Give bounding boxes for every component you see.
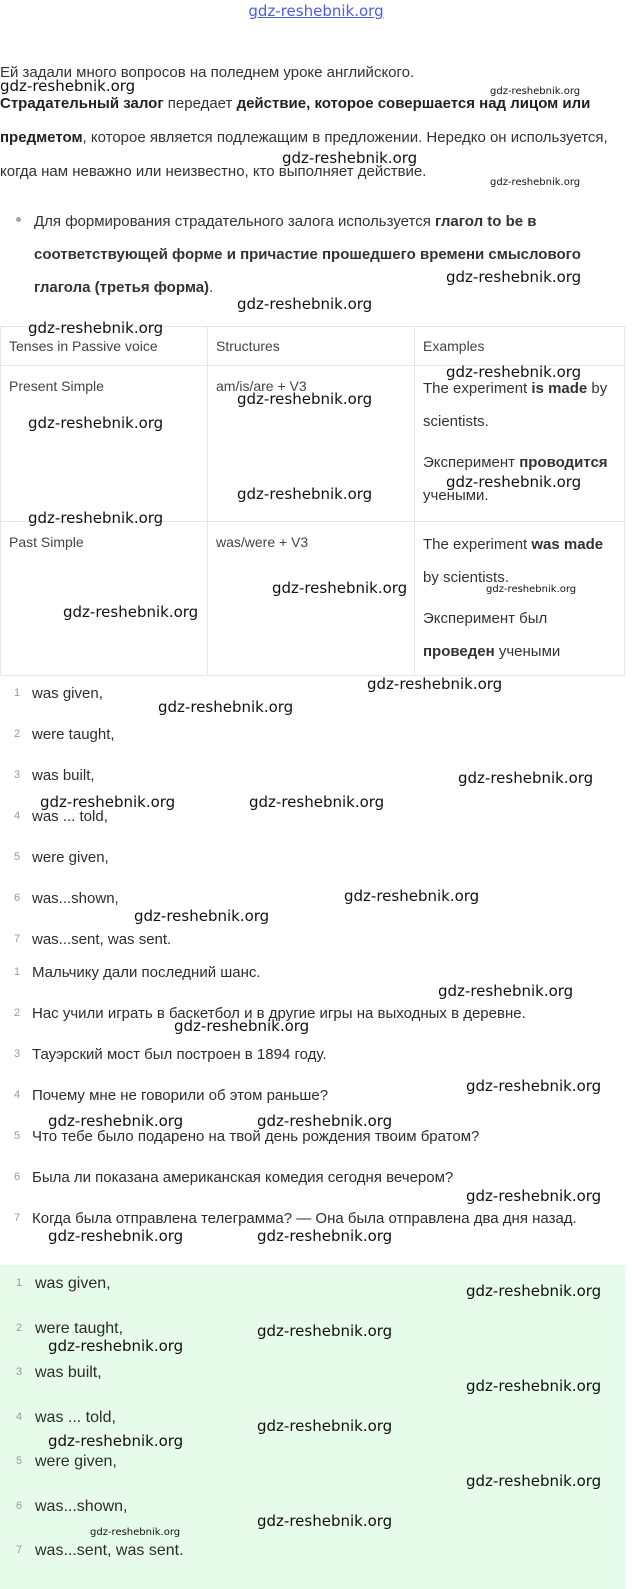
item-text: Когда была отправлена телеграмма? — Она была отправлена два дня назад. <box>32 1210 577 1227</box>
theory-bold-term: Страдательный залог <box>0 95 164 112</box>
theory-bold-definition: действие, которое совершается над лицом или предметом <box>0 95 591 146</box>
item-text: were taught, <box>35 1319 124 1337</box>
item-text: was ... told, <box>32 808 108 825</box>
example-en: by scientists. <box>423 569 509 586</box>
list-item <box>0 851 625 892</box>
item-text: were taught, <box>32 726 115 743</box>
watermark: gdz-reshebnik.org <box>486 584 577 595</box>
item-number: 5 <box>14 1130 21 1142</box>
translation-list <box>0 966 625 1253</box>
watermark: gdz-reshebnik.org <box>134 907 270 925</box>
watermark: gdz-reshebnik.org <box>174 1017 310 1035</box>
intro-text: Ей задали много вопросов на поледнем уроке английского. <box>0 64 415 81</box>
watermark: gdz-reshebnik.org <box>466 1472 602 1490</box>
table-header: Examples <box>415 327 625 366</box>
watermark: gdz-reshebnik.org <box>90 1527 181 1538</box>
watermark: gdz-reshebnik.org <box>257 1112 393 1130</box>
item-text: Была ли показана американская комедия сегодня вечером? <box>32 1169 454 1186</box>
watermark: gdz-reshebnik.org <box>446 268 582 286</box>
item-number: 5 <box>14 851 21 863</box>
item-number: 6 <box>16 1499 23 1512</box>
list-item <box>0 1130 625 1171</box>
watermark: gdz-reshebnik.org <box>40 793 176 811</box>
item-text: was built, <box>32 767 95 784</box>
list-item <box>0 728 625 769</box>
item-text: were given, <box>35 1453 117 1470</box>
watermark: gdz-reshebnik.org <box>272 579 408 597</box>
watermark: gdz-reshebnik.org <box>257 1417 393 1435</box>
example-ru: Эксперимент был <box>423 610 548 627</box>
example-cell <box>415 366 625 522</box>
watermark: gdz-reshebnik.org <box>257 1512 393 1530</box>
table-header: Structures <box>208 327 415 366</box>
watermark: gdz-reshebnik.org <box>237 485 373 503</box>
watermark: gdz-reshebnik.org <box>466 1377 602 1395</box>
item-text: was given, <box>32 685 103 702</box>
list-item <box>0 810 625 851</box>
item-number: 2 <box>14 1007 21 1019</box>
watermark: gdz-reshebnik.org <box>438 982 574 1000</box>
example-en-bold: is made <box>531 380 588 397</box>
watermark: gdz-reshebnik.org <box>237 390 373 408</box>
list-item <box>0 892 625 933</box>
list-item <box>0 1007 625 1048</box>
structure-cell: am/is/are + V3 <box>208 366 415 522</box>
theory-paragraph <box>0 87 625 189</box>
item-number: 1 <box>16 1277 23 1289</box>
watermark: gdz-reshebnik.org <box>28 319 164 337</box>
site-logo-link[interactable]: gdz-reshebnik.org <box>248 2 384 20</box>
item-text: were given, <box>32 849 109 866</box>
item-number: 7 <box>14 933 21 945</box>
watermark: gdz-reshebnik.org <box>446 363 582 381</box>
item-number: 6 <box>14 892 21 904</box>
watermark: gdz-reshebnik.org <box>28 414 164 432</box>
watermark: gdz-reshebnik.org <box>28 509 164 527</box>
item-text: Почему мне не говорили об этом раньше? <box>32 1087 329 1104</box>
example-ru-bold: проводится <box>519 454 608 471</box>
item-text: Что тебе было подарено на твой день рождения твоим братом? <box>32 1128 480 1145</box>
bullet-icon <box>16 217 21 222</box>
example-ru: Эксперимент <box>423 454 520 471</box>
watermark: gdz-reshebnik.org <box>466 1282 602 1300</box>
watermark: gdz-reshebnik.org <box>446 473 582 491</box>
item-text: Нас учили играть в баскетбол и в другие игры на выходных в деревне. <box>32 1005 526 1022</box>
watermark: gdz-reshebnik.org <box>48 1432 184 1450</box>
item-number: 4 <box>14 810 21 822</box>
item-text: was built, <box>35 1364 102 1381</box>
watermark: gdz-reshebnik.org <box>490 86 581 97</box>
watermark: gdz-reshebnik.org <box>344 887 480 905</box>
table-row <box>1 522 625 676</box>
item-text: was...sent, was sent. <box>32 931 172 948</box>
watermark: gdz-reshebnik.org <box>490 177 581 188</box>
example-ru: учеными <box>494 643 561 660</box>
bullet-text <box>34 205 626 304</box>
item-text: was...shown, <box>32 890 119 907</box>
example-en: The experiment <box>423 536 532 553</box>
watermark: gdz-reshebnik.org <box>282 149 418 167</box>
watermark: gdz-reshebnik.org <box>48 1112 184 1130</box>
item-number: 5 <box>16 1455 23 1467</box>
item-number: 2 <box>14 728 21 740</box>
example-en: The experiment <box>423 380 532 397</box>
item-number: 3 <box>16 1366 23 1378</box>
table-header: Tenses in Passive voice <box>1 327 208 366</box>
item-text: Мальчику дали последний шанс. <box>32 964 261 981</box>
watermark: gdz-reshebnik.org <box>367 675 503 693</box>
theory-text: , которое является подлежащим в предложении. Нередко он используется, когда нам неважно или неизвестно, кто выполняет действие. <box>0 129 608 180</box>
item-number: 1 <box>14 966 21 978</box>
example-cell <box>415 522 625 676</box>
bullet-bold: глагол to be в соответствующей форме и причастие прошедшего времени смыслового глагола (третья форма) <box>34 213 581 296</box>
watermark: gdz-reshebnik.org <box>466 1187 602 1205</box>
example-ru: учеными. <box>423 487 489 504</box>
item-number: 4 <box>14 1089 21 1101</box>
structure-cell: was/were + V3 <box>208 522 415 676</box>
list-item <box>0 687 625 728</box>
watermark: gdz-reshebnik.org <box>0 77 136 95</box>
item-number: 1 <box>14 687 21 699</box>
watermark: gdz-reshebnik.org <box>158 698 294 716</box>
bullet-text-part: Для формирования страдательного залога используется <box>34 213 436 230</box>
watermark: gdz-reshebnik.org <box>237 295 373 313</box>
item-number: 7 <box>14 1212 21 1224</box>
theory-text: передает <box>163 95 237 112</box>
item-number: 7 <box>16 1544 23 1556</box>
watermark: gdz-reshebnik.org <box>257 1322 393 1340</box>
theory-bullet <box>16 205 626 304</box>
item-text: was...shown, <box>35 1497 128 1515</box>
item-number: 4 <box>16 1410 23 1423</box>
example-en: by scientists. <box>423 380 608 430</box>
watermark: gdz-reshebnik.org <box>63 603 199 621</box>
watermark: gdz-reshebnik.org <box>48 1227 184 1245</box>
bullet-text-part: . <box>209 279 214 296</box>
tense-cell: Past Simple <box>1 522 208 676</box>
watermark: gdz-reshebnik.org <box>466 1077 602 1095</box>
watermark: gdz-reshebnik.org <box>257 1227 393 1245</box>
item-text: was ... told, <box>35 1408 116 1426</box>
watermark: gdz-reshebnik.org <box>48 1337 184 1355</box>
item-number: 2 <box>16 1321 23 1334</box>
item-text: was given, <box>35 1275 111 1292</box>
tense-cell: Present Simple <box>1 366 208 522</box>
example-ru-bold: проведен <box>423 643 495 660</box>
item-number: 6 <box>14 1171 21 1183</box>
list-item <box>0 1544 625 1589</box>
item-number: 3 <box>14 1048 21 1060</box>
item-text: was...sent, was sent. <box>35 1542 184 1559</box>
item-text: Тауэрский мост был построен в 1894 году. <box>32 1046 327 1063</box>
example-en-bold: was made <box>531 536 604 553</box>
watermark: gdz-reshebnik.org <box>458 769 594 787</box>
answer-list <box>0 687 625 974</box>
item-number: 3 <box>14 769 21 781</box>
watermark: gdz-reshebnik.org <box>249 793 385 811</box>
